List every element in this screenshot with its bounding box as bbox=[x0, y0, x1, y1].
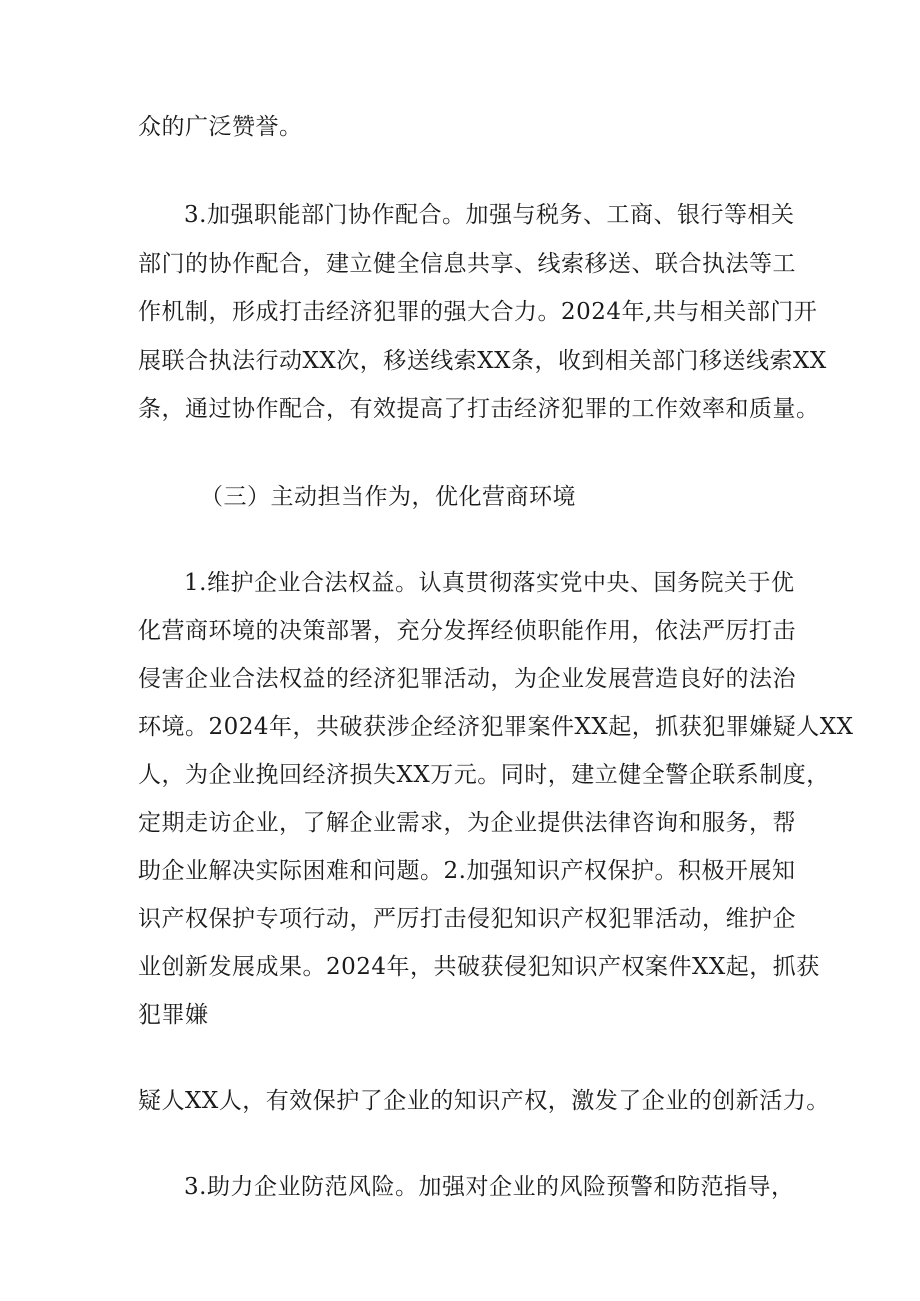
paragraph-line: 3.助力企业防范风险。加强对企业的风险预警和防范指导， bbox=[184, 1174, 795, 1200]
paragraph-line: 部门的协作配合，建立健全信息共享、线索移送、联合执法等工 bbox=[138, 251, 796, 277]
paragraph-line: 众的广泛赞誉。 bbox=[138, 114, 303, 140]
paragraph-line: 疑人XX人，有效保护了企业的知识产权，激发了企业的创新活力。 bbox=[138, 1088, 830, 1114]
paragraph-line: 助企业解决实际困难和问题。2.加强知识产权保护。积极开展知 bbox=[138, 858, 796, 884]
paragraph-line: 展联合执法行动XX次，移送线索XX条，收到相关部门移送线索XX bbox=[138, 348, 827, 374]
paragraph-line: 业创新发展成果。2024年，共破获侵犯知识产权案件XX起，抓获 bbox=[138, 954, 820, 980]
paragraph-line: 作机制，形成打击经济犯罪的强大合力。2024年,共与相关部门开 bbox=[138, 299, 818, 325]
paragraph-line: 犯罪嫌 bbox=[138, 1002, 209, 1028]
paragraph-line: 侵害企业合法权益的经济犯罪活动，为企业发展营造良好的法治 bbox=[138, 666, 796, 692]
paragraph-line: 环境。2024年，共破获涉企经济犯罪案件XX起，抓获犯罪嫌疑人XX bbox=[138, 714, 854, 740]
paragraph-line: 人，为企业挽回经济损失XX万元。同时，建立健全警企联系制度， bbox=[138, 762, 830, 788]
paragraph-line: 化营商环境的决策部署，充分发挥经侦职能作用，依法严厉打击 bbox=[138, 618, 796, 644]
paragraph-line: 1.维护企业合法权益。认真贯彻落实党中央、国务院关于优 bbox=[184, 570, 795, 596]
paragraph-line: 定期走访企业，了解企业需求，为企业提供法律咨询和服务，帮 bbox=[138, 810, 796, 836]
paragraph-line: 条，通过协作配合，有效提高了打击经济犯罪的工作效率和质量。 bbox=[138, 396, 820, 422]
section-heading: （三）主动担当作为，优化营商环境 bbox=[200, 484, 576, 510]
paragraph-line: 3.加强职能部门协作配合。加强与税务、工商、银行等相关 bbox=[184, 202, 795, 228]
paragraph-line: 识产权保护专项行动，严厉打击侵犯知识产权犯罪活动，维护企 bbox=[138, 906, 796, 932]
